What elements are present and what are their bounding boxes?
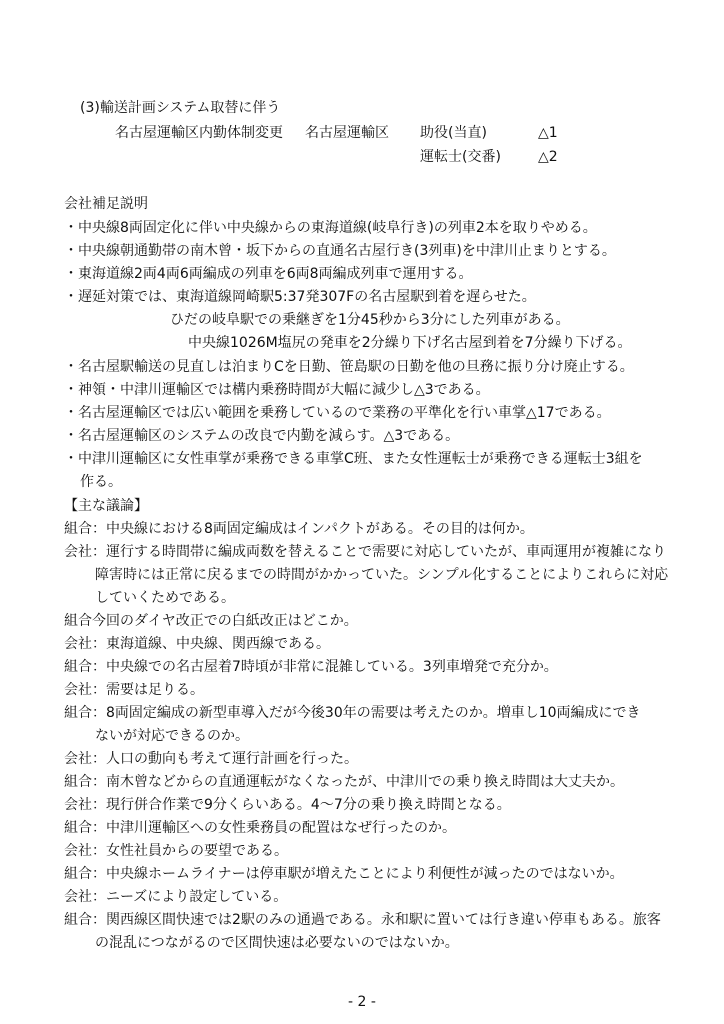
discussion-line: 組合：中央線における8両固定編成はインパクトがある。その目的は何か。 [64,521,534,537]
note-bullet: ・名古屋運輸区では広い範囲を乗務しているので業務の平準化を行い車掌△17である。 [64,405,611,421]
discussion-line: 会社：人口の動向も考えて運行計画を行った。 [64,751,358,767]
discussion-line: 会社：女性社員からの要望である。 [64,843,288,859]
discussion-line: 組合：関西線区間快速では2駅のみの通過である。永和駅に置いては行き違い停車もある。旅客 [64,912,661,928]
note-bullet: ・中央線朝通勤帯の南木曾・坂下からの直通名古屋行き(3列車)を中津川止まりとする。 [64,243,616,259]
discussion-line: 組合：8両固定編成の新型車導入だが今後30年の需要は考えたのか。増車し10両編成にでき [64,705,641,721]
note-bullet-cont: 作る。 [80,474,122,490]
section-heading: (3)輸送計画システム取替に伴う [80,100,281,116]
discussion-line-cont: の混乱につながるので区間快速は必要ないのではないか。 [95,935,459,951]
note-bullet: ・名古屋運輸区のシステムの改良で内勤を減らす。△3である。 [64,428,460,444]
note-bullet: ・東海道線2両4両6両編成の列車を6両8両編成列車で運用する。 [64,266,473,282]
note-bullet: ・名古屋駅輸送の見直しは泊まりCを日勤、笹島駅の日勤を他の旦務に振り分け廃止する。 [64,359,634,375]
discussion-line: 組合：中央線ホームライナーは停車駅が増えたことにより利便性が減ったのではないか。 [64,866,624,882]
change-delta: △1 [538,125,558,141]
discussion-line-cont: していくためである。 [95,590,235,606]
change-place: 名古屋運輸区 [305,125,389,141]
note-bullet-sub: ひだの岐阜駅での乗継ぎを1分45秒から3分にした列車がある。 [170,312,570,328]
discussion-line-cont: ないが対応できるのか。 [95,728,249,744]
discussion-line: 会社：需要は足りる。 [64,682,204,698]
note-bullet: ・中津川運輸区に女性車掌が乗務できる車掌C班、また女性運転士が乗務できる運転士3組を [64,451,643,467]
company-note-title: 会社補足説明 [64,196,148,212]
discussion-line: 組合：中津川運輸区への女性乗務員の配置はなぜ行ったのか。 [64,820,456,836]
note-bullet: ・神領・中津川運輸区では構内乗務時間が大幅に減少し△3である。 [64,382,490,398]
discussion-line: 組合今回のダイヤ改正での白紙改正はどこか。 [64,613,358,629]
discussion-line: 会社：東海道線、中央線、関西線である。 [64,636,330,652]
change-item: 名古屋運輸区内勤体制変更 [115,125,283,141]
change-delta: △2 [538,149,558,165]
discussion-line: 会社：ニーズにより設定している。 [64,889,288,905]
note-bullet-sub: 中央線1026M塩尻の発車を2分繰り下げ名古屋到着を7分繰り下げる。 [188,335,632,351]
note-bullet: ・遅延対策では、東海道線岡崎駅5:37発307Fの名古屋駅到着を遅らせた。 [64,289,536,305]
discussion-line: 会社：運行する時間帯に編成両数を替えることで需要に対応していたが、車両運用が複雑になり [64,544,666,560]
change-role: 運転士(交番) [420,149,501,165]
discussion-line-cont: 障害時には正常に戻るまでの時間がかかっていた。シンプル化することによりこれらに対応 [95,567,669,583]
note-bullet: ・中央線8両固定化に伴い中央線からの東海道線(岐阜行き)の列車2本を取りやめる。 [64,220,597,236]
discussion-line: 組合：南木曾などからの直通運転がなくなったが、中津川での乗り換え時間は大丈夫か。 [64,774,624,790]
discussion-line: 組合：中央線での名古屋着7時頃が非常に混雑している。3列車増発で充分か。 [64,659,558,675]
change-role: 助役(当直) [420,125,487,141]
discussion-line: 会社：現行併合作業で9分くらいある。4～7分の乗り換え時間となる。 [64,797,511,813]
page-number: - 2 - [348,994,376,1010]
discussion-title: 【主な議論】 [64,498,148,514]
